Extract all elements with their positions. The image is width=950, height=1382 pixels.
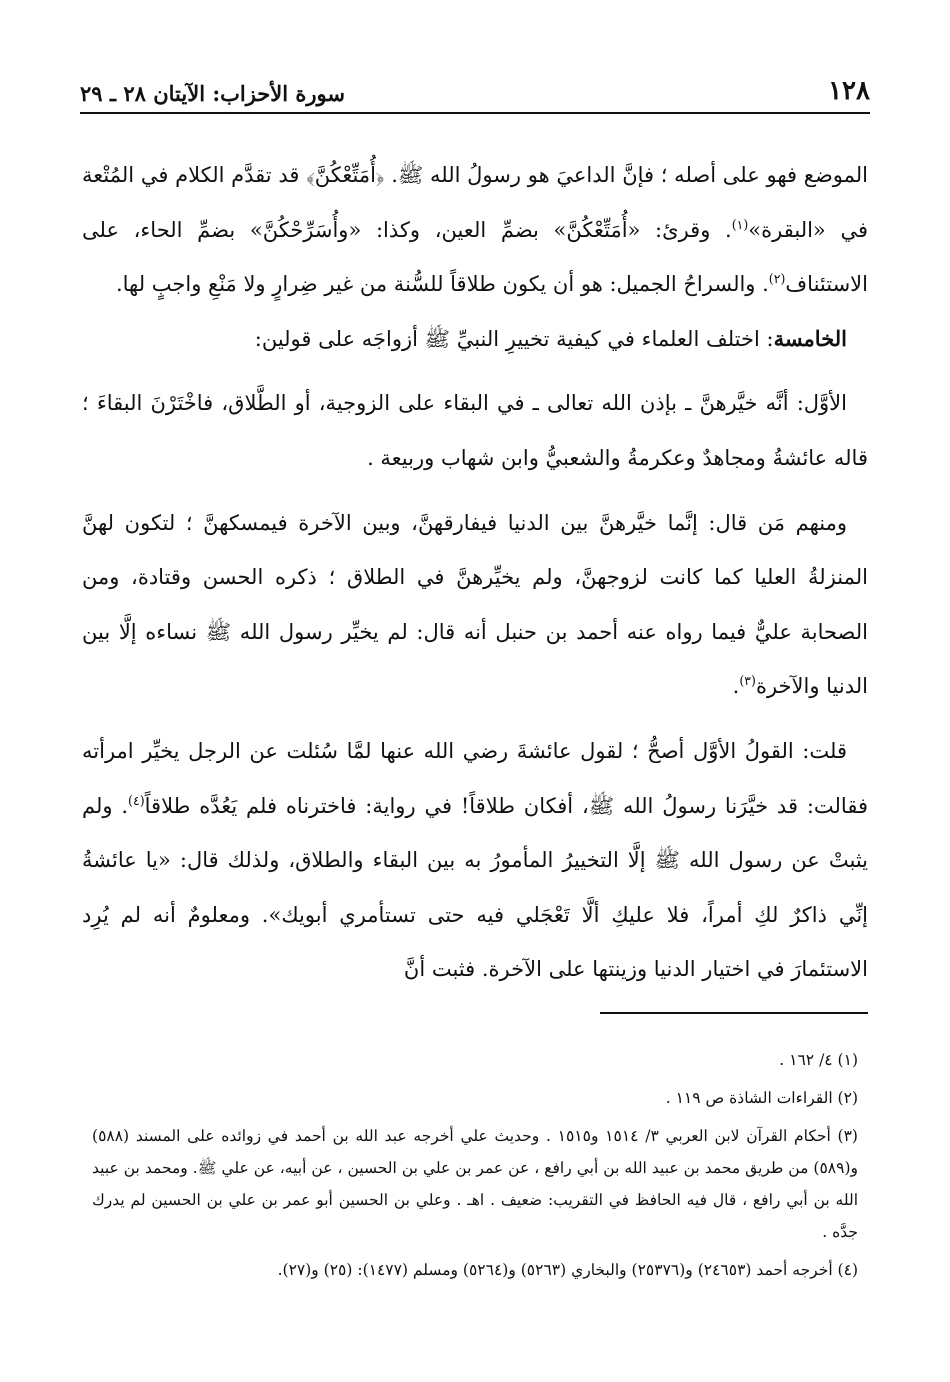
paragraph-4: ومنهم مَن قال: إنَّما خيَّرهنَّ بين الدنيا فيفارقهنَّ، وبين الآخرة فيمسكهنَّ ؛ لتكون لهنَّ المنزلةُ العليا كما كانت لزوجهنَّ، ولم يخيِّرهنَّ في الطلاق ؛ ذكره الحسن وقتادة، ومن الصحابة عليٌّ فيما رواه عنه أحمد بن حنبل أنه قال: لم يخيِّر رسول الله ﷺ نساءه إلَّا بين الدنيا والآخرة$^{(٣)}$. xyxy=(82,510,869,699)
running-title: سورة الأحزاب: الآيتان ٢٨ ـ ٢٩ xyxy=(80,81,345,106)
paragraph-5: قلت: القولُ الأوَّل أصحُّ ؛ لقول عائشةَ رضي الله عنها لمَّا سُئلت عن الرجل يخيِّر امرأته فقالت: قد خيَّرَنا رسولُ الله ﷺ، أفكان طلاقاً! في رواية: فاخترناه فلم يَعُدَّه طلاقاً$^{(٤)}$. ولم يثبتْ عن رسول الله ﷺ إلَّا التخييرُ المأمورُ به بين البقاء والطلاق، ولذلك قال: «يا عائشةُ إنِّي ذاكرٌ لكِ أمراً، فلا عليكِ ألَّا تَعْجَلي فيه حتى تستأمري أبويك». ومعلومٌ أنه لم يُرِد الاستئمارَ في اختيار الدنيا وزينتها على الآخرة. فثبت أنَّ xyxy=(82,738,868,982)
footnote-1: (١) ٤/ ١٦٢ . xyxy=(779,1051,858,1069)
footnote-3: (٣) أحكام القرآن لابن العربي ٣/ ١٥١٤ و١٥١٥ . وحديث علي أخرجه عبد الله بن أحمد في زوائده على المسند (٥٨٨) و(٥٨٩) من طريق محمد بن عبيد الله بن أبي رافع ، عن عمر بن علي بن الحسين ، عن أبيه، عن علي ﷺ. ومحمد بن عبيد الله بن أبي رافع ، قال فيه الحافظ في التقريب: ضعيف . اهـ . وعلي بن الحسين أبو عمر بن علي بن الحسين لم يدرك جدَّه . xyxy=(92,1127,858,1241)
footnote-ref-3[interactable]: (٣) xyxy=(739,673,756,689)
paragraph-3: الأوَّل: أنَّه خيَّرهنَّ ـ بإذن الله تعالى ـ في البقاء على الزوجية، أو الطَّلاق، فاخْتَرْنَ البقاءَ ؛ قاله عائشةُ ومجاهدٌ وعكرمةُ والشعبيُّ وابن شهاب وربيعة . xyxy=(82,391,868,470)
footnote-4: (٤) أخرجه أحمد (٢٤٦٥٣) و(٢٥٣٧٦) والبخاري (٥٢٦٣) و(٥٢٦٤) ومسلم (١٤٧٧): (٢٥) و(٢٧). xyxy=(277,1261,858,1279)
footnotes xyxy=(92,1044,858,1286)
section-lead: الخامسة xyxy=(773,325,847,351)
header-divider xyxy=(80,112,870,114)
paragraph-1: الموضع فهو على أصله ؛ فإنَّ الداعيَ هو رسولُ الله ﷺ. ﴿أُمَتِّعْكُنَّ﴾ قد تقدَّم الكلام في المُتْعة في «البقرة»$^{(١)}$. وقرئ: «أُمَتِّعْكُنَّ» بضمِّ العين، وكذا: «وأُسَرِّحْكُنَّ» بضمِّ الحاء، على الاستئناف$^{(٢)}$. والسراحُ الجميل: هو أن يكون طلاقاً للسُّنة من غير ضِرارٍ ولا مَنْعِ واجبٍ لها. xyxy=(82,163,868,297)
footnote-ref-2[interactable]: (٢) xyxy=(768,271,786,287)
footnote-ref-4[interactable]: (٤) xyxy=(128,792,145,808)
page-header xyxy=(80,66,870,106)
paragraph-2: الخامسة: اختلف العلماء في كيفية تخييرِ النبيِّ ﷺ أزواجَه على قولين: xyxy=(254,325,847,351)
footnote-2: (٢) القراءات الشاذة ص ١١٩ . xyxy=(665,1089,858,1107)
main-text xyxy=(82,148,868,997)
footnote-ref-1[interactable]: (١) xyxy=(731,216,749,232)
footnote-divider xyxy=(600,1012,868,1014)
page-number: ١٢٨ xyxy=(828,76,870,106)
